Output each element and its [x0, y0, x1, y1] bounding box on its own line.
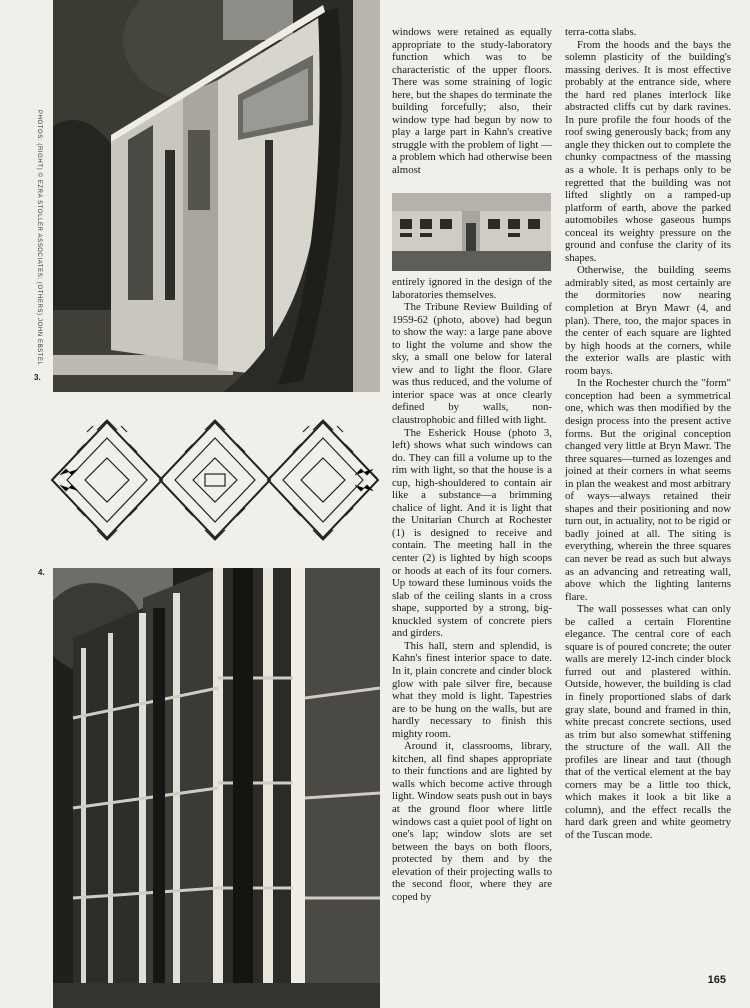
- paragraph: From the hoods and the bays the solemn plasticity of the building's massing derives. It is most effective probably at the entrance side, where the hard red planes interlock like abstracted cliffs cut by dark ravines. In pure profile the four hoods of the roof swing generously back; from any angle they thicken out to complete the chunky compactness of the massing as a whole. It is perhaps only to be regretted that the building was not lifted slightly on a ramped-up platform of earth, above the parked automobiles whose gaseous humps conceal its weighty pressure on the ground and confuse the clarity of its shapes.: [565, 38, 731, 264]
- esherick-house-photo: [53, 0, 380, 392]
- article-column-middle-bottom: [392, 276, 552, 903]
- figure-4-label: 4.: [38, 568, 45, 577]
- paragraph: The Esherick House (photo 3, left) shows what such windows can do. They can fill a volume up to the rim with light, so that the house is a cup, high-shouldered to contain air like a substance—a brimming chalice of light. And it is light that the Unitarian Church at Rochester (1) is designed to receive and contain. The meeting hall in the center (2) is lighted by high scoops or hoods at each of its four corners. Up toward these luminous voids the slab of the ceiling slants in a cross shape, supported by a strong, big-knuckled system of concrete piers and girders.: [392, 426, 552, 640]
- dormitory-floor-plan: [50, 415, 380, 545]
- paragraph: entirely ignored in the design of the laboratories themselves.: [392, 276, 552, 301]
- paragraph: In the Rochester church the "form" conception had been a symmetrical one, which was then modified by the design process into the present active forms. But the original conception changed very little at Bryn Mawr. The three squares—turned as lozenges and joined at their corners in what seems in plan the weakest and most arbitrary of ways—always retained their shapes and their positioning and now turn out, in actuality, not to be rigid or badly joined at all. The siting is everything, wherein the three squares can never be read as such but always as an advancing and retreating wall, above which the lighting lanterns flare.: [565, 377, 731, 603]
- paragraph: Around it, classrooms, library, kitchen, all find shapes appropriate to their functions and are lighted by walls which become active through light. Window seats push out in bays at the ground floor where little windows cast a quiet pool of light on one's lap; window slots are set between the bays on both floors, protected by them and by the elevation of their projecting walls to the second floor, where they are coped by: [392, 740, 552, 903]
- bryn-mawr-dormitory-photo: [53, 568, 380, 1008]
- paragraph: terra-cotta slabs.: [565, 26, 637, 38]
- page-number: 165: [707, 974, 726, 986]
- paragraph: This hall, stern and splendid, is Kahn's finest interior space to date. In it, plain concrete and cinder block glow with pale silver fire, because what they mold is light. Tapestries are to be hung on the walls, but are hardly necessary to finish this mighty room.: [392, 639, 552, 740]
- paragraph: The Tribune Review Building of 1959-62 (photo, above) had begun to show the way: a large pane above to light the volume and show the sky, a small one below for lateral view and to light the floor. Glare was thus reduced, and the volume of interior space was at once clearly defined by walls, non-claustrophobic and filled with light.: [392, 301, 552, 427]
- photo-credit: PHOTOS: (RIGHT) © EZRA STOLLER ASSOCIATES; (OTHERS) JOHN EBSTEL: [36, 110, 42, 366]
- tribune-review-building-photo: [392, 193, 551, 271]
- paragraph: windows were retained as equally appropriate to the study-laboratory function which was to be characteristic of the upper floors. There was some straining of logic here, but the shapes do terminate the building forcefully; also, their window type had begun by now to play a large part in Kahn's creative struggle with the problem of light — a problem which had otherwise been almost: [392, 26, 552, 177]
- paragraph: Otherwise, the building seems admirably sited, as most certainly are the dormitories now nearing completion at Bryn Mawr (4, and plan). There, too, the major spaces in the center of each square are lighted by high hoods at the corners, while the exterior walls are plastic with room bays.: [565, 264, 731, 377]
- figure-3-label: 3.: [34, 373, 41, 382]
- paragraph: The wall possesses what can only be called a certain Florentine elegance. The central core of each square is of poured concrete; the outer walls are merely 12-inch cinder block furred out and plastered within. Outside, however, the building is clad in finely proportioned slabs of dark gray slate, bound and framed in thin, white precast concrete sections, used as trim but also somewhat stiffening the structure of the wall. All the profiles are linear and taut (though that of the vertical element at the bay corners may be a little too thick, which makes it look a bit like a column), and the effect recalls the hard dark green and white geometry of the Tuscan mode.: [565, 603, 731, 841]
- article-column-middle-top: [392, 26, 552, 177]
- article-column-right: [565, 26, 731, 842]
